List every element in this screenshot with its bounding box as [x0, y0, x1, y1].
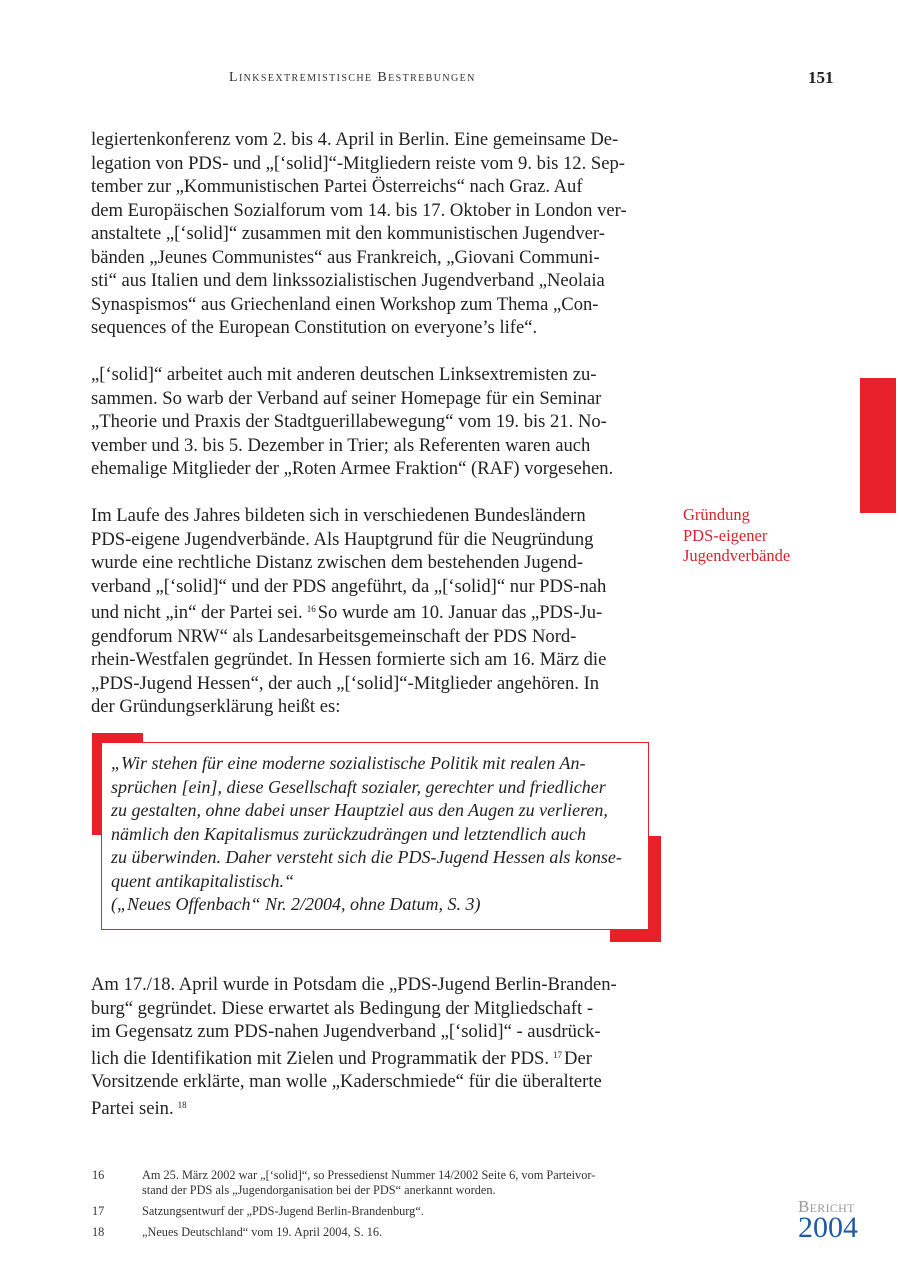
footnote-line: Am 25. März 2002 war „[‘solid]“, so Pressedienst Nummer 14/2002 Seite 6, vom Parteivor- — [142, 1168, 596, 1182]
text-line: dem Europäischen Sozialforum vom 14. bis 17. Oktober in London ver- — [91, 199, 627, 221]
text-line: sammen. So warb der Verband auf seiner Homepage für ein Seminar — [91, 387, 602, 409]
page-number: 151 — [808, 68, 834, 87]
footnote-line: „Neues Deutschland“ vom 19. April 2004, S. 16. — [142, 1225, 383, 1239]
footnote-text — [142, 1168, 595, 1198]
text-line: vember und 3. bis 5. Dezember in Trier; als Referenten waren auch — [91, 434, 591, 456]
paragraph-2 — [91, 363, 663, 481]
text-line: bänden „Jeunes Communistes“ aus Frankreich, „Giovani Communi- — [91, 246, 600, 268]
chapter-tab-marker — [860, 378, 896, 513]
footnotes — [92, 1168, 652, 1246]
footnote-line: Satzungsentwurf der „PDS-Jugend Berlin-Brandenburg“. — [142, 1204, 424, 1218]
text-segment: Partei sein. — [91, 1097, 174, 1119]
text-line: wurde eine rechtliche Distanz zwischen dem bestehenden Jugend- — [91, 552, 584, 573]
text-line: Am 17./18. April wurde in Potsdam die „PDS-Jugend Berlin-Branden- — [91, 974, 617, 995]
text-line: Vorsitzende erklärte, man wolle „Kaderschmiede“ für die überalterte — [91, 1071, 602, 1092]
paragraph-4 — [91, 973, 663, 1120]
footnote-number: 17 — [92, 1204, 105, 1218]
text-line: rhein-Westfalen gegründet. In Hessen formierte sich am 16. März die — [91, 649, 607, 670]
quote-line: sprüchen [ein], diese Gesellschaft sozialer, gerechter und friedlicher — [111, 776, 606, 797]
text-line: sti“ aus Italien und dem linkssozialistischen Jugendverband „Neolaia — [91, 270, 605, 291]
quote-line: zu überwinden. Daher versteht sich die PDS-Jugend Hessen als konse- — [111, 847, 622, 867]
text-segment: So wurde am 10. Januar das „PDS-Ju- — [317, 602, 603, 623]
text-line: sequences of the European Constitution on everyone’s life“. — [91, 317, 538, 338]
report-brand-logo — [798, 1198, 858, 1242]
quote-line: zu gestalten, ohne dabei unser Hauptziel aus den Augen zu verlieren, — [111, 800, 608, 820]
footnote-line: stand der PDS als „Jugendorganisation bei der PDS“ anerkannt worden. — [142, 1183, 496, 1197]
text-line: anstaltete „[‘solid]“ zusammen mit den kommunistischen Jugendver- — [91, 223, 605, 244]
text-line: Im Laufe des Jahres bildeten sich in verschiedenen Bundesländern — [91, 505, 586, 526]
paragraph-1 — [91, 128, 663, 340]
text-line — [91, 1094, 663, 1121]
text-line: ehemalige Mitglieder der „Roten Armee Fraktion“ (RAF) vorgesehen. — [91, 458, 614, 479]
text-line: Synaspismos“ aus Griechenland einen Workshop zum Thema „Con- — [91, 293, 599, 315]
paragraph-3 — [91, 504, 663, 719]
footnote-18 — [92, 1225, 652, 1240]
text-line — [91, 598, 663, 625]
text-line: „[‘solid]“ arbeitet auch mit anderen deutschen Linksextremisten zu- — [91, 364, 597, 385]
quote-line: „Wir stehen für eine moderne sozialistische Politik mit realen An- — [111, 753, 586, 773]
footnote-ref-17[interactable]: 17 — [553, 1049, 563, 1060]
brand-word: Bericht — [798, 1197, 855, 1216]
quote-line: quent antikapitalistisch.“ — [111, 870, 294, 891]
text-line: legation von PDS- und „[‘solid]“-Mitgliedern reiste vom 9. bis 12. Sep- — [91, 152, 625, 174]
footnote-ref-16[interactable]: 16 — [306, 604, 316, 614]
text-line: burg“ gegründet. Diese erwartet als Bedingung der Mitgliedschaft - — [91, 997, 594, 1019]
text-line: der Gründungserklärung heißt es: — [91, 696, 341, 717]
text-segment: und nicht „in“ der Partei sei. — [91, 602, 303, 623]
quote-text — [111, 752, 641, 917]
quote-source: („Neues Offenbach“ Nr. 2/2004, ohne Datum, S. 3) — [111, 894, 481, 914]
footnote-ref-18[interactable]: 18 — [177, 1099, 187, 1110]
text-line: „PDS-Jugend Hessen“, der auch „[‘solid]“-Mitglieder angehören. In — [91, 672, 600, 694]
margin-note-line: Gründung — [683, 505, 750, 524]
margin-note-line: PDS-eigener — [683, 525, 768, 545]
text-line: „Theorie und Praxis der Stadtguerillabewegung“ vom 19. bis 21. No- — [91, 411, 607, 432]
margin-note-line: Jugendverbände — [683, 546, 791, 565]
footnote-text — [142, 1204, 424, 1219]
margin-note — [683, 505, 790, 567]
text-line: gendforum NRW“ als Landesarbeitsgemeinschaft der PDS Nord- — [91, 625, 577, 647]
footnote-16 — [92, 1168, 652, 1198]
text-line: verband „[‘solid]“ und der PDS angeführt, da „[‘solid]“ nur PDS-nah — [91, 575, 607, 597]
text-line: legiertenkonferenz vom 2. bis 4. April in Berlin. Eine gemeinsame De- — [91, 129, 619, 150]
text-segment: lich die Identifikation mit Zielen und Programmatik der PDS. — [91, 1047, 550, 1069]
brand-year: 2004 — [798, 1211, 858, 1244]
footnote-text — [142, 1225, 382, 1240]
text-line: im Gegensatz zum PDS-nahen Jugendverband „[‘solid]“ - ausdrück- — [91, 1021, 601, 1042]
text-line: PDS-eigene Jugendverbände. Als Hauptgrund für die Neugründung — [91, 528, 594, 550]
text-segment: Der — [564, 1047, 592, 1069]
text-line — [91, 1044, 663, 1071]
text-line: tember zur „Kommunistischen Partei Österreichs“ nach Graz. Auf — [91, 176, 583, 197]
quote-line: nämlich den Kapitalismus zurückzudrängen und letztendlich auch — [111, 823, 586, 844]
footnote-17 — [92, 1204, 652, 1219]
running-head: Linksextremistische Bestrebungen — [229, 70, 476, 85]
footnote-number: 16 — [92, 1168, 105, 1182]
footnote-number: 18 — [92, 1225, 105, 1239]
